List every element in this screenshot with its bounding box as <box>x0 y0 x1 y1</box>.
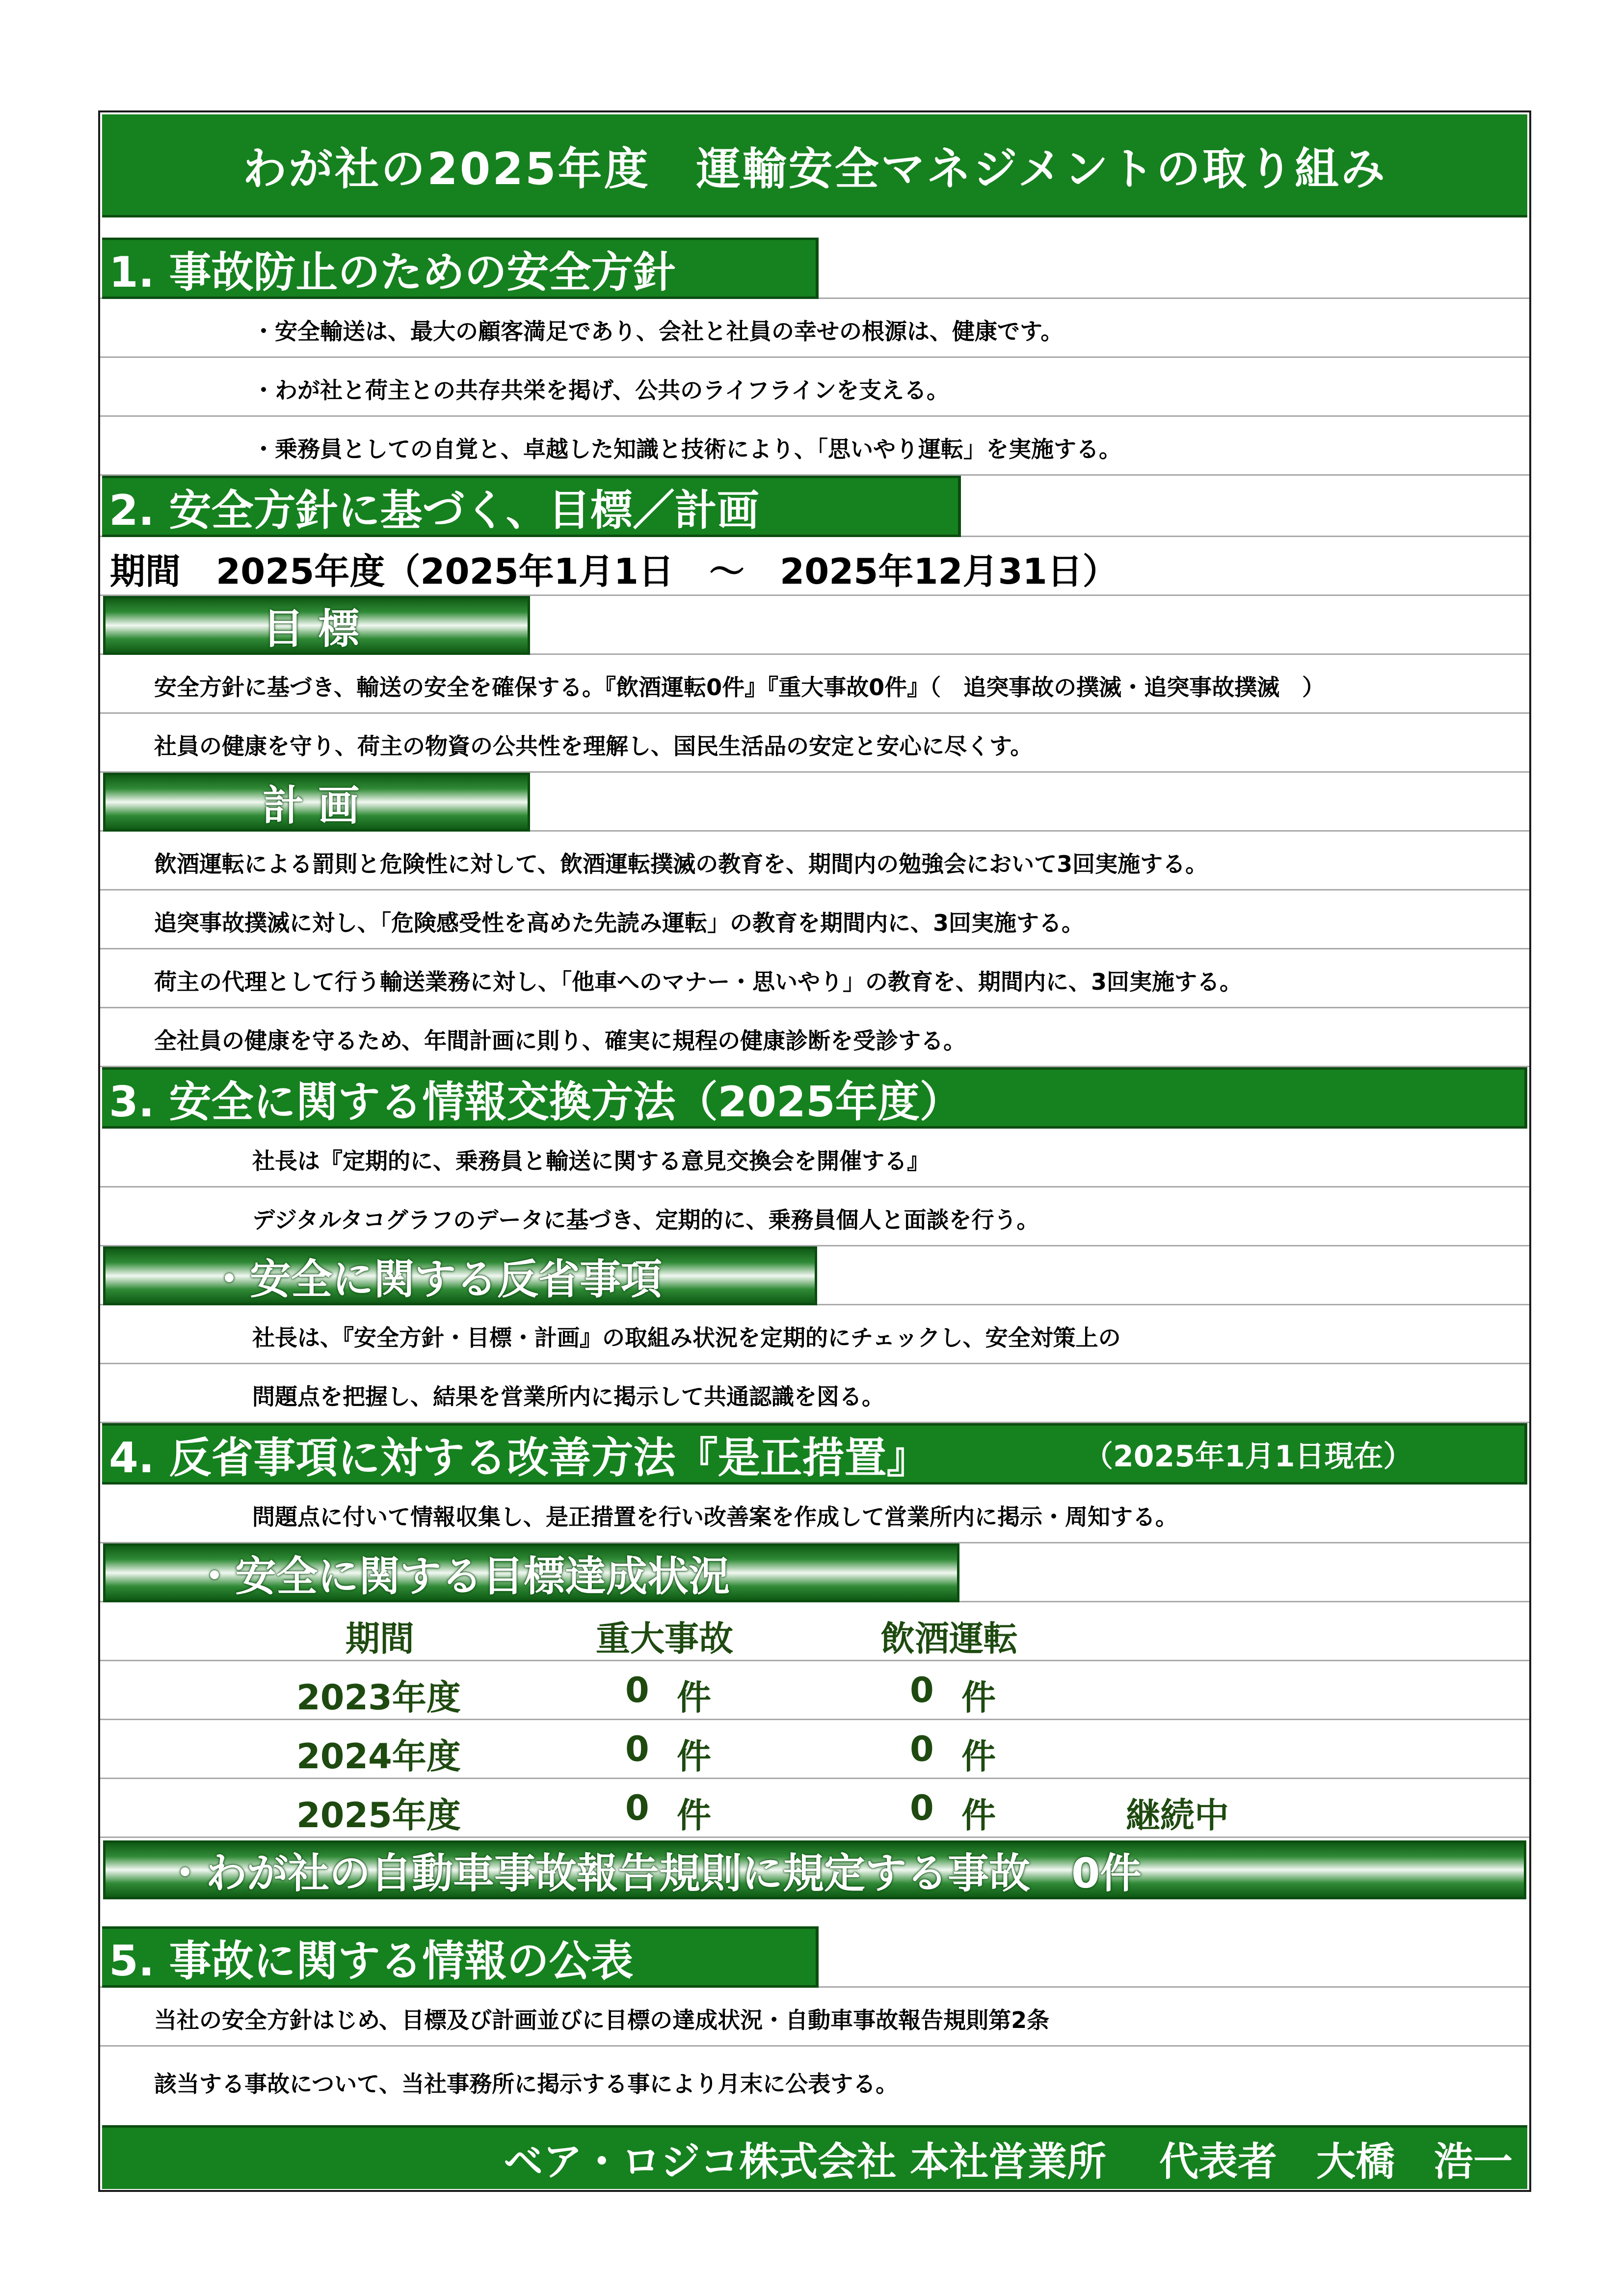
table-cell-drunk: 0 <box>910 1729 934 1769</box>
company-footer: ベア・ロジコ株式会社 本社営業所 代表者 大橋 浩一 <box>102 2125 1527 2189</box>
list-item <box>100 1988 1529 2047</box>
section4-heading: 4. 反省事項に対する改善方法『是正措置』 （2025年1月1日現在） <box>102 1423 1527 1485</box>
list-item <box>100 655 1529 714</box>
section3-item-1: 社長は『定期的に、乗務員と輸送に関する意見交換会を開催する』 <box>252 1148 930 1174</box>
list-item <box>100 1188 1529 1246</box>
table-cell-period: 2025年度 <box>296 1795 461 1836</box>
period-row <box>100 537 1529 596</box>
table-cell-serious: 0 <box>625 1729 649 1769</box>
section1-item-1: ・安全輸送は、最大の顧客満足であり、会社と社員の幸せの根源は、健康です。 <box>252 318 1064 345</box>
plan-item-4: 全社員の健康を守るため、年間計画に則り、確実に規程の健康診断を受診する。 <box>154 1027 966 1054</box>
section4-item: 問題点に付いて情報収集し、是正措置を行い改善案を作成して営業所内に掲示・周知する。 <box>252 1504 1178 1530</box>
document-frame <box>98 110 1531 2192</box>
list-item <box>100 832 1529 891</box>
table-cell-drunk: 0 <box>910 1670 934 1710</box>
table-cell-unit: 件 <box>677 1795 711 1836</box>
goal-item-1: 安全方針に基づき、輸送の安全を確保する。『飲酒運転0件』『重大事故0件』（ 追突事故の撲滅・追突事故撲滅 ） <box>154 674 1325 701</box>
plan-label: 計 画 <box>103 773 530 832</box>
table-cell-serious: 0 <box>625 1788 649 1828</box>
table-cell-period: 2023年度 <box>296 1677 461 1718</box>
reflection-item-1: 社長は、『安全方針・目標・計画』の取組み状況を定期的にチェックし、安全対策上の <box>252 1324 1121 1351</box>
document-title: わが社の2025年度 運輸安全マネジメントの取り組み <box>102 114 1527 217</box>
reflection-item-2: 問題点を把握し、結果を営業所内に掲示して共通認識を図る。 <box>252 1383 884 1410</box>
section1-item-3: ・乗務員としての自覚と、卓越した知識と技術により、「思いやり運転」を実施する。 <box>252 436 1121 462</box>
list-item <box>100 417 1529 476</box>
list-item <box>100 1485 1529 1543</box>
period-text: 期間 2025年度（2025年1月1日 ～ 2025年12月31日） <box>110 551 1118 592</box>
table-header-drunk: 飲酒運転 <box>880 1619 1018 1659</box>
list-item <box>100 1008 1529 1067</box>
section5-item-2: 該当する事故について、当社事務所に掲示する事により月末に公表する。 <box>154 2071 899 2097</box>
table-header-serious: 重大事故 <box>596 1619 733 1659</box>
list-item <box>100 949 1529 1008</box>
table-cell-serious: 0 <box>625 1670 649 1710</box>
section3-heading: 3. 安全に関する情報交換方法（2025年度） <box>102 1067 1527 1129</box>
plan-item-3: 荷主の代理として行う輸送業務に対し、「他車へのマナー・思いやり」の教育を、期間内に、3回実施する。 <box>154 969 1243 995</box>
list-item <box>100 358 1529 417</box>
section3-item-2: デジタルタコグラフのデータに基づき、定期的に、乗務員個人と面談を行う。 <box>252 1207 1039 1233</box>
as-of-date: （2025年1月1日現在） <box>1084 1439 1413 1474</box>
table-cell-drunk: 0 <box>910 1788 934 1828</box>
table-header-row <box>100 1602 1529 1661</box>
table-row <box>100 1779 1529 1838</box>
table-row <box>100 1720 1529 1779</box>
plan-item-2: 追突事故撲滅に対し、「危険感受性を高めた先読み運転」の教育を期間内に、3回実施する。 <box>154 910 1085 936</box>
achievement-label: ・安全に関する目標達成状況 <box>103 1543 959 1602</box>
table-cell-unit: 件 <box>961 1736 996 1777</box>
list-item <box>100 714 1529 773</box>
table-header-period: 期間 <box>346 1619 414 1659</box>
section1-heading: 1. 事故防止のための安全方針 <box>102 238 819 299</box>
goal-item-2: 社員の健康を守り、荷主の物資の公共性を理解し、国民生活品の安定と安心に尽くす。 <box>154 733 1033 759</box>
table-cell-unit: 件 <box>677 1736 711 1777</box>
table-cell-unit: 件 <box>961 1677 996 1718</box>
list-item <box>100 1364 1529 1423</box>
status-note: 継続中 <box>1126 1795 1229 1836</box>
plan-item-1: 飲酒運転による罰則と危険性に対して、飲酒運転撲滅の教育を、期間内の勉強会において3回実施する。 <box>154 851 1208 877</box>
section5-heading: 5. 事故に関する情報の公表 <box>102 1926 819 1988</box>
table-cell-unit: 件 <box>677 1677 711 1718</box>
section5-item-1: 当社の安全方針はじめ、目標及び計画並びに目標の達成状況・自動車事故報告規則第2条 <box>154 2007 1050 2033</box>
table-cell-unit: 件 <box>961 1795 996 1836</box>
list-item <box>100 2047 1529 2106</box>
list-item <box>100 1305 1529 1364</box>
list-item <box>100 891 1529 949</box>
section2-heading: 2. 安全方針に基づく、目標／計画 <box>102 476 961 537</box>
goal-label: 目 標 <box>103 596 530 655</box>
table-cell-period: 2024年度 <box>296 1736 461 1777</box>
table-row <box>100 1661 1529 1720</box>
report-label: ・わが社の自動車事故報告規則に規定する事故 0件 <box>103 1840 1526 1899</box>
list-item <box>100 299 1529 358</box>
list-item <box>100 1129 1529 1188</box>
section1-item-2: ・わが社と荷主との共存共栄を掲げ、公共のライフラインを支える。 <box>252 377 950 404</box>
reflection-label: ・安全に関する反省事項 <box>103 1246 817 1305</box>
